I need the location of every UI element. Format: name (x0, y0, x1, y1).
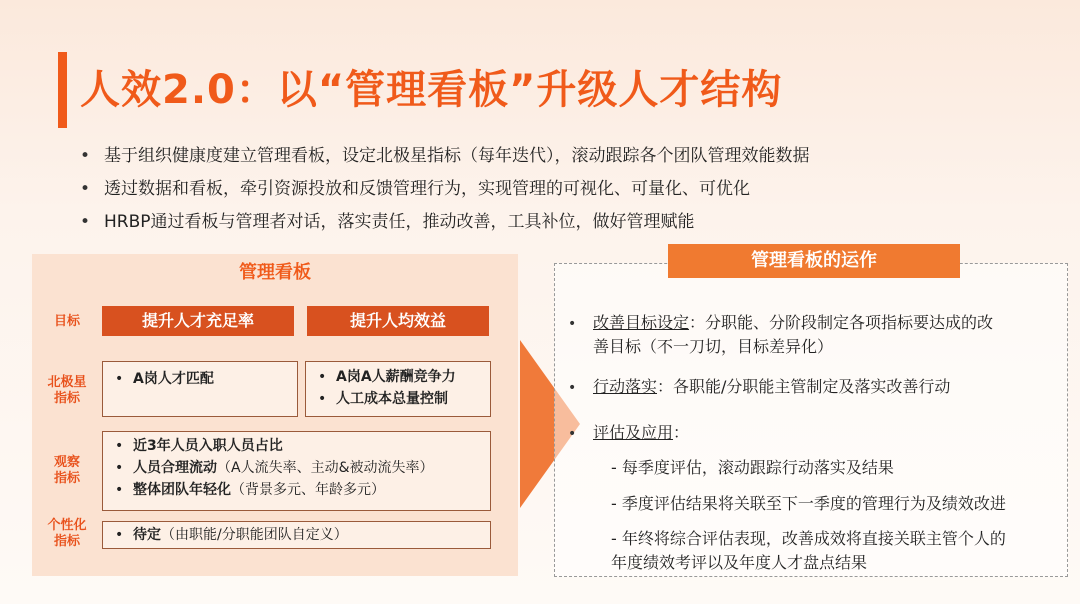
bullet-icon: • (568, 426, 577, 442)
northstar-right-box (305, 361, 491, 417)
intro-bullet: • HRBP通过看板与管理者对话，落实责任，推动改善，工具补位，做好管理赋能 (80, 206, 810, 239)
label-goal: 目标 (53, 314, 80, 329)
op-item-goal-setting: 改善目标设定：分职能、分阶段制定各项指标要达成的改 (593, 313, 994, 332)
title-accent-bar (58, 52, 67, 128)
label-observe: 观察 指标 (53, 455, 80, 486)
label-northstar: 北极星 指标 (47, 375, 87, 406)
personal-box (102, 521, 491, 549)
goal-talent-sufficiency: 提升人才充足率 (102, 306, 294, 336)
op-item-evaluation: 评估及应用： (593, 423, 690, 442)
eval-sub-annual-line2: 年度绩效考评以及年度人才盘点结果 (611, 553, 868, 572)
northstar-left-box (102, 361, 298, 417)
northstar-item: • A岗A人薪酬竞争力 (306, 366, 490, 388)
page-title: 人效2.0：以“管理看板”升级人才结构 (80, 67, 783, 113)
op-item-goal-setting-line2: 善目标（不一刀切，目标差异化） (593, 337, 834, 356)
intro-bullet-list (80, 140, 810, 239)
intro-bullet: • 基于组织健康度建立管理看板，设定北极星指标（每年迭代），滚动跟踪各个团队管理效能数据 (80, 140, 810, 173)
eval-sub-linkage: - 季度评估结果将关联至下一季度的管理行为及绩效改进 (611, 494, 1006, 513)
observe-item: • 整体团队年轻化（背景多元、年龄多元） (103, 479, 490, 501)
op-item-action: 行动落实：各职能/分职能主管制定及落实改善行动 (593, 377, 951, 396)
observe-item: • 人员合理流动（A人流失率、主动&被动流失率） (103, 457, 490, 479)
label-personal: 个性化 指标 (47, 518, 87, 549)
operation-panel-title: 管理看板的运作 (668, 244, 960, 278)
northstar-item: • 人工成本总量控制 (306, 388, 490, 410)
board-title: 管理看板 (239, 262, 311, 283)
observe-item: • 近3年人员入职人员占比 (103, 435, 490, 457)
personal-item: • 待定（由职能/分职能团队自定义） (103, 524, 490, 546)
northstar-item: • A岗人才匹配 (103, 368, 297, 390)
observe-box (102, 431, 491, 511)
bullet-icon: • (568, 316, 577, 332)
bullet-icon: • (568, 380, 577, 396)
goal-per-capita-efficiency: 提升人均效益 (307, 306, 489, 336)
eval-sub-quarterly: - 每季度评估，滚动跟踪行动落实及结果 (611, 458, 894, 477)
intro-bullet: • 透过数据和看板，牵引资源投放和反馈管理行为，实现管理的可视化、可量化、可优化 (80, 173, 810, 206)
eval-sub-annual: - 年终将综合评估表现，改善成效将直接关联主管个人的 (611, 529, 1006, 548)
